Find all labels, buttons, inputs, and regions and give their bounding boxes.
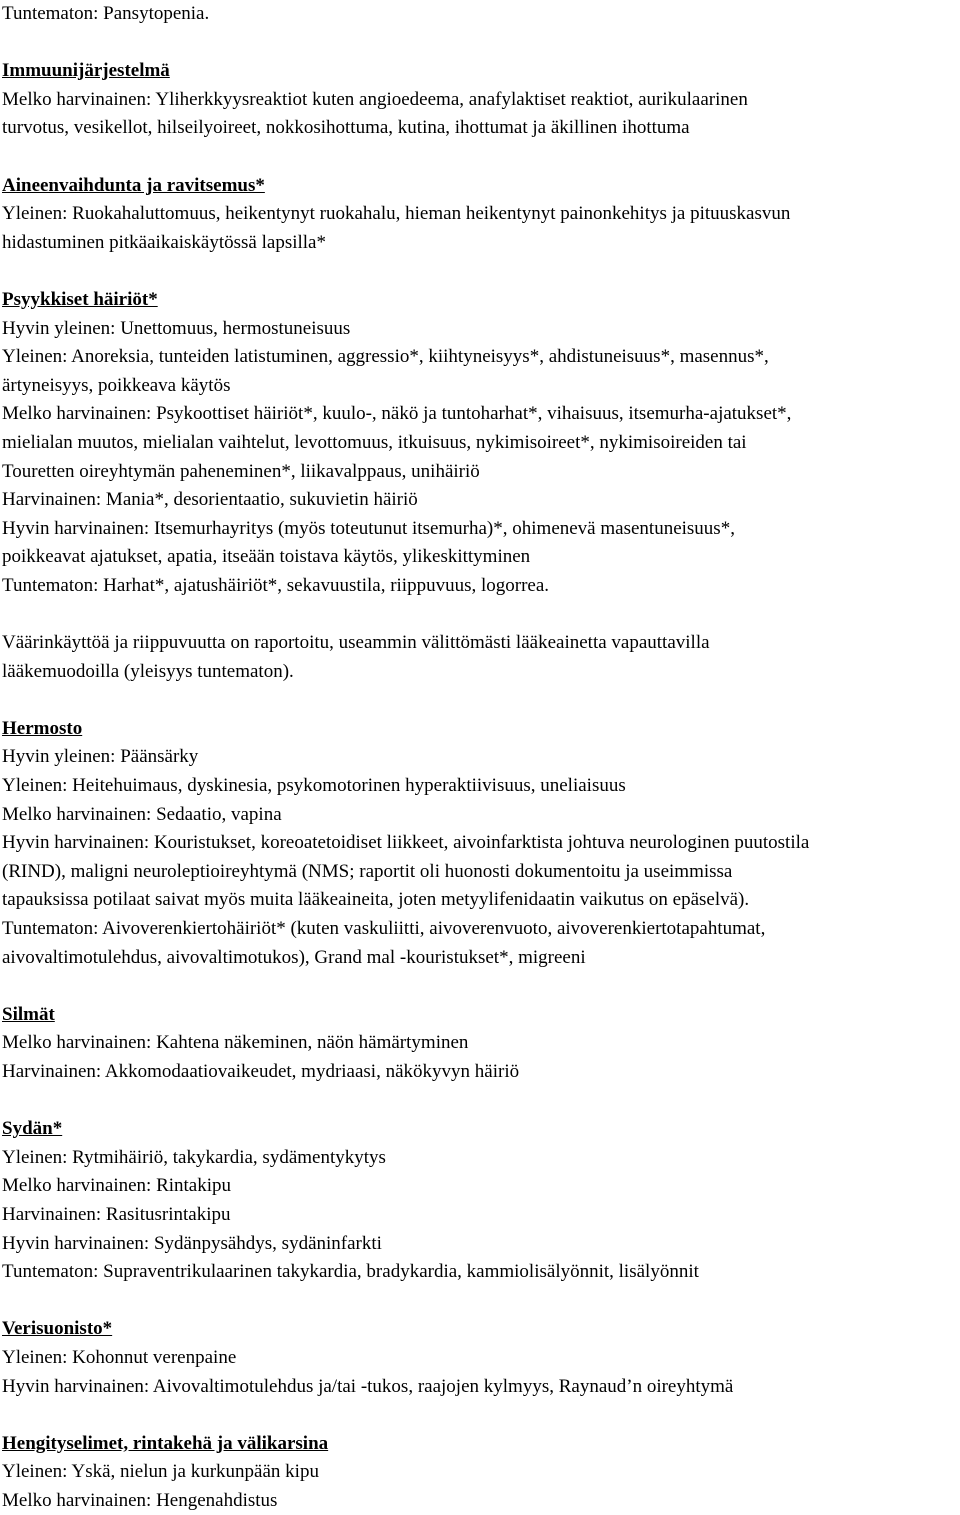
- section-heading: Hermosto: [2, 717, 83, 739]
- spacer: [2, 257, 960, 286]
- section-heading: Silmät: [2, 1003, 55, 1025]
- section-heading: Aineenvaihdunta ja ravitsemus*: [2, 174, 265, 196]
- section-line: Yleinen: Anoreksia, tunteiden latistuminen, aggressio*, kiihtyneisyys*, ahdistuneisuus*, masennus*,: [2, 346, 769, 368]
- section-psyykkiset-hairiot: [2, 286, 960, 601]
- section-line: Tuntematon: Aivoverenkiertohäiriöt* (kuten vaskuliitti, aivoverenvuoto, aivoverenkiertotapahtumat,: [2, 918, 766, 939]
- section-line: Yleinen: Ruokahaluttomuus, heikentynyt ruokahalu, hieman heikentynyt painonkehitys ja pituuskasvun: [2, 203, 791, 225]
- section-line: Touretten oireyhtymän paheneminen*, liikavalppaus, unihäiriö: [2, 460, 480, 482]
- section-line: Yleinen: Heitehuimaus, dyskinesia, psykomotorinen hyperaktiivisuus, uneliaisuus: [2, 775, 626, 797]
- section-heading: Psyykkiset häiriöt*: [2, 288, 158, 310]
- section-line: turvotus, vesikellot, hilseilyoireet, nokkosihottuma, kutina, ihottumat ja äkillinen ihottuma: [2, 117, 690, 139]
- section-line: Hyvin yleinen: Päänsärky: [2, 746, 199, 768]
- section-line: Tuntematon: Supraventrikulaarinen takykardia, bradykardia, kammiolisälyönnit, lisälyönnit: [2, 1261, 699, 1283]
- section-line: Melko harvinainen: Yliherkkyysreaktiot kuten angioedeema, anafylaktiset reaktiot, aurikulaarinen: [2, 88, 748, 110]
- intro-line: Tuntematon: Pansytopenia.: [2, 3, 210, 24]
- section-heading: Sydän*: [2, 1118, 63, 1140]
- section-line: Yleinen: Kohonnut verenpaine: [2, 1346, 237, 1368]
- section-sydan: [2, 1115, 960, 1287]
- section-line: Yleinen: Yskä, nielun ja kurkunpään kipu: [2, 1461, 319, 1483]
- section-line: Hyvin harvinainen: Itsemurhayritys (myös toteutunut itsemurha)*, ohimenevä masentuneisuus*,: [2, 517, 735, 539]
- section-line: tapauksissa potilaat saivat myös muita lääkeaineita, joten metyylifenidaatin vaikutus on epäselvä).: [2, 889, 750, 911]
- spacer: [2, 686, 960, 715]
- section-line: Melko harvinainen: Kahtena näkeminen, näön hämärtyminen: [2, 1032, 469, 1054]
- section-line: poikkeavat ajatukset, apatia, itseään toistava käytös, ylikeskittyminen: [2, 546, 531, 568]
- section-line: Yleinen: Rytmihäiriö, takykardia, sydämentykytys: [2, 1146, 386, 1168]
- section-line: Harvinainen: Akkomodaatiovaikeudet, mydriaasi, näkökyvyn häiriö: [2, 1060, 520, 1082]
- section-line: Harvinainen: Rasitusrintakipu: [2, 1203, 231, 1225]
- spacer: [2, 1287, 960, 1316]
- section-line: hidastuminen pitkäaikaiskäytössä lapsilla*: [2, 231, 326, 253]
- section-line: Melko harvinainen: Psykoottiset häiriöt*, kuulo-, näkö ja tuntoharhat*, vihaisuus, itsemurha-ajatukset*,: [2, 403, 792, 425]
- section-line: ärtyneisyys, poikkeava käytös: [2, 374, 231, 396]
- spacer: [2, 143, 960, 172]
- section-heading: Verisuonisto*: [2, 1318, 113, 1340]
- section-line: Hyvin harvinainen: Kouristukset, koreoatetoidiset liikkeet, aivoinfarktista johtuva neurologinen puutostila: [2, 832, 810, 854]
- note-line: lääkemuodoilla (yleisyys tuntematon).: [2, 660, 294, 682]
- section-line: Tuntematon: Harhat*, ajatushäiriöt*, sekavuustila, riippuvuus, logorrea.: [2, 574, 550, 596]
- section-hermosto: [2, 715, 960, 972]
- spacer: [2, 1087, 960, 1116]
- spacer: [2, 600, 960, 629]
- section-line: Hyvin harvinainen: Sydänpysähdys, sydäninfarkti: [2, 1232, 382, 1254]
- section-heading: Immuunijärjestelmä: [2, 60, 170, 82]
- section-verisuonisto: [2, 1315, 960, 1401]
- section-silmat: [2, 1001, 960, 1087]
- section-line: Melko harvinainen: Rintakipu: [2, 1175, 232, 1197]
- section-line: (RIND), maligni neuroleptioireyhtymä (NMS; raportit oli huonosti dokumentoitu ja useimmissa: [2, 860, 733, 882]
- section-heading: Hengityselimet, rintakehä ja välikarsina: [2, 1432, 329, 1454]
- section-line: Hyvin yleinen: Unettomuus, hermostuneisuus: [2, 317, 351, 339]
- section-immuunijarjestelma: [2, 57, 960, 143]
- section-line: aivovaltimotulehdus, aivovaltimotukos), Grand mal -kouristukset*, migreeni: [2, 946, 586, 968]
- section-aineenvaihdunta: [2, 172, 960, 258]
- note-line: Väärinkäyttöä ja riippuvuutta on raportoitu, useammin välittömästi lääkeainetta vapauttavilla: [2, 632, 710, 654]
- abuse-note: [2, 629, 960, 686]
- section-line: Melko harvinainen: Sedaatio, vapina: [2, 803, 282, 825]
- spacer: [2, 29, 960, 58]
- section-line: Harvinainen: Mania*, desorientaatio, sukuvietin häiriö: [2, 489, 418, 511]
- spacer: [2, 1401, 960, 1430]
- spacer: [2, 972, 960, 1001]
- section-hengityselimet: [2, 1430, 960, 1515]
- section-line: Melko harvinainen: Hengenahdistus: [2, 1489, 278, 1511]
- section-line: mielialan muutos, mielialan vaihtelut, levottomuus, itkuisuus, nykimisoireet*, nykimisoireiden tai: [2, 431, 747, 453]
- section-line: Hyvin harvinainen: Aivovaltimotulehdus ja/tai -tukos, raajojen kylmyys, Raynaud’n oireyhtymä: [2, 1375, 734, 1397]
